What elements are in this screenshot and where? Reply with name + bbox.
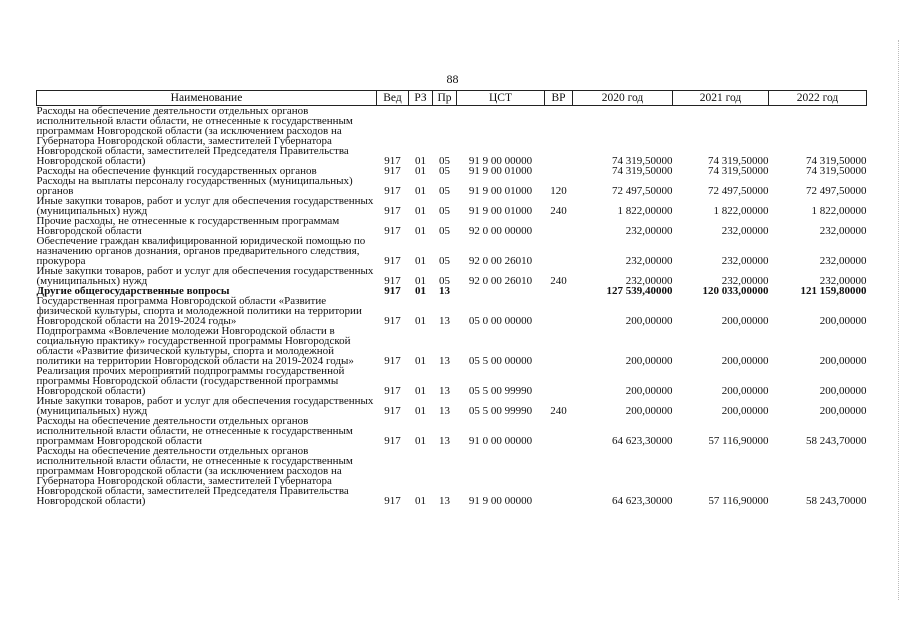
- row-pr: 13: [439, 385, 450, 397]
- row-rz: 01: [415, 435, 426, 447]
- row-vr: [545, 166, 573, 176]
- header-ved: Вед: [377, 91, 409, 106]
- row-ved: 917: [384, 185, 401, 197]
- row-value-2021: 57 116,90000: [708, 495, 769, 507]
- table-row: [37, 216, 867, 236]
- row-cst: [457, 286, 545, 296]
- row-pr: 05: [439, 165, 450, 177]
- row-value-2020: 74 319,50000: [612, 155, 673, 167]
- row-vr: 240: [550, 205, 567, 217]
- row-rz: 01: [415, 385, 426, 397]
- row-pr: 13: [439, 435, 450, 447]
- row-ved: 917: [384, 435, 401, 447]
- header-vr: ВР: [545, 91, 573, 106]
- row-name: Расходы на выплаты персоналу государственных (муниципальных) органов: [36, 175, 353, 197]
- row-pr: 05: [439, 225, 450, 237]
- row-vr: [545, 216, 573, 236]
- header-cst: ЦСТ: [457, 91, 545, 106]
- header-2021: 2021 год: [673, 91, 769, 106]
- row-value-2020: 232,00000: [625, 275, 673, 287]
- row-name: Прочие расходы, не отнесенные к государственным программам Новгородской области: [36, 215, 340, 237]
- row-value-2020: 64 623,30000: [612, 435, 673, 447]
- row-value-2021: 200,00000: [721, 315, 769, 327]
- row-ved: 917: [384, 495, 401, 507]
- row-pr: 05: [439, 255, 450, 267]
- row-ved: 917: [384, 275, 401, 287]
- row-vr: [545, 286, 573, 296]
- row-value-2020: 232,00000: [625, 225, 673, 237]
- table-row: [37, 366, 867, 396]
- row-rz: 01: [415, 285, 426, 297]
- row-rz: 01: [415, 225, 426, 237]
- row-cst: 05 5 00 99990: [468, 385, 533, 397]
- row-ved: 917: [384, 405, 401, 417]
- header-2020: 2020 год: [573, 91, 673, 106]
- row-pr: 05: [439, 275, 450, 287]
- table-row: [37, 106, 867, 167]
- row-cst: 91 9 00 00000: [468, 155, 533, 167]
- row-value-2021: 200,00000: [721, 385, 769, 397]
- row-value-2020: 64 623,30000: [612, 495, 673, 507]
- header-rz: РЗ: [409, 91, 433, 106]
- row-value-2021: 72 497,50000: [708, 185, 769, 197]
- row-rz: 01: [415, 405, 426, 417]
- row-vr: 120: [550, 185, 567, 197]
- row-value-2020: 200,00000: [625, 315, 673, 327]
- row-cst: 92 0 00 00000: [468, 225, 533, 237]
- row-value-2022: 72 497,50000: [806, 185, 867, 197]
- row-cst: 05 5 00 99990: [468, 405, 533, 417]
- table-header-row: [37, 91, 867, 106]
- row-value-2022: 200,00000: [819, 385, 867, 397]
- row-rz: 01: [415, 185, 426, 197]
- row-cst: 92 0 00 26010: [468, 275, 533, 287]
- row-cst: 91 0 00 00000: [468, 435, 533, 447]
- row-value-2022: 1 822,00000: [811, 205, 867, 217]
- row-name: Иные закупки товаров, работ и услуг для обеспечения государственных (муниципальных) нужд: [36, 395, 374, 417]
- row-value-2021: 200,00000: [721, 355, 769, 367]
- row-rz: 01: [415, 205, 426, 217]
- row-value-2022: 200,00000: [819, 315, 867, 327]
- row-cst: 05 0 00 00000: [468, 315, 533, 327]
- row-rz: 01: [415, 355, 426, 367]
- row-value-2022: 121 159,80000: [800, 285, 867, 297]
- row-rz: 01: [415, 495, 426, 507]
- row-ved: 917: [384, 385, 401, 397]
- page-number: 88: [446, 72, 459, 86]
- row-vr: [545, 446, 573, 506]
- row-pr: 05: [439, 185, 450, 197]
- table-row: [37, 396, 867, 416]
- row-name: Государственная программа Новгородской области «Развитие физической культуры, спорта и молодежной политики на территории Новгородской области на 2019-2024 годы»: [36, 295, 362, 327]
- row-value-2022: 232,00000: [819, 225, 867, 237]
- row-pr: 13: [439, 315, 450, 327]
- row-name: Расходы на обеспечение функций государственных органов: [36, 165, 317, 177]
- row-vr: [545, 296, 573, 326]
- row-pr: 13: [439, 495, 450, 507]
- row-name: Реализация прочих мероприятий подпрограммы государственной программы Новгородской области (государственной программы Новгородской области): [36, 365, 345, 397]
- row-ved: 917: [384, 315, 401, 327]
- row-pr: 13: [439, 355, 450, 367]
- row-value-2022: 232,00000: [819, 275, 867, 287]
- table-row: [37, 326, 867, 366]
- row-value-2021: 1 822,00000: [713, 205, 769, 217]
- row-vr: [545, 416, 573, 446]
- row-name: Подпрограмма «Вовлечение молодежи Новгородской области в социальную практику» государственной программы Новгородской области «Развитие физической культуры, спорта и молодежной политики на территории Новгородской области на 2019-2024 годы»: [36, 325, 354, 367]
- row-cst: 05 5 00 00000: [468, 355, 533, 367]
- row-value-2022: 200,00000: [819, 405, 867, 417]
- row-cst: 92 0 00 26010: [468, 255, 533, 267]
- table-row: [37, 266, 867, 286]
- row-cst: 91 9 00 01000: [468, 165, 533, 177]
- row-value-2020: 127 539,40000: [606, 285, 673, 297]
- row-ved: 917: [384, 355, 401, 367]
- table-row: [37, 416, 867, 446]
- row-vr: [545, 236, 573, 266]
- table-row: [37, 176, 867, 196]
- row-rz: 01: [415, 155, 426, 167]
- row-vr: 240: [550, 405, 567, 417]
- row-value-2020: 232,00000: [625, 255, 673, 267]
- row-pr: 13: [439, 405, 450, 417]
- row-name: Расходы на обеспечение деятельности отдельных органов исполнительной власти области, не отнесенные к государственным программам Новгородской области: [36, 415, 353, 447]
- row-value-2020: 72 497,50000: [612, 185, 673, 197]
- row-vr: 240: [550, 275, 567, 287]
- row-vr: [545, 326, 573, 366]
- row-value-2022: 200,00000: [819, 355, 867, 367]
- row-cst: 91 9 00 01000: [468, 205, 533, 217]
- row-value-2022: 74 319,50000: [806, 165, 867, 177]
- row-value-2020: 200,00000: [625, 385, 673, 397]
- table-body: [37, 106, 867, 507]
- row-name: Иные закупки товаров, работ и услуг для обеспечения государственных (муниципальных) нужд: [36, 195, 374, 217]
- table-row: [37, 196, 867, 216]
- row-value-2022: 232,00000: [819, 255, 867, 267]
- row-vr: [545, 366, 573, 396]
- row-name: Расходы на обеспечение деятельности отдельных органов исполнительной власти области, не отнесенные к государственным программам Новгородской области (за исключением расходов на Губернатора Новгородской области, заместителей Губернатора Новгородской области, заместителей Председателя Правительства Новгородской области): [36, 445, 353, 507]
- row-ved: 917: [384, 255, 401, 267]
- scan-edge-line: [897, 40, 899, 600]
- row-ved: 917: [384, 285, 401, 297]
- row-rz: 01: [415, 315, 426, 327]
- header-2022: 2022 год: [769, 91, 867, 106]
- row-name: Расходы на обеспечение деятельности отдельных органов исполнительной власти области, не отнесенные к государственным программам Новгородской области (за исключением расходов на Губернатора Новгородской области, заместителей Губернатора Новгородской области, заместителей Председателя Правительства Новгородской области): [36, 105, 353, 167]
- row-cst: 91 9 00 01000: [468, 185, 533, 197]
- row-vr: [545, 106, 573, 167]
- row-value-2022: 74 319,50000: [806, 155, 867, 167]
- row-ved: 917: [384, 165, 401, 177]
- row-value-2021: 120 033,00000: [702, 285, 769, 297]
- row-name: Обеспечение граждан квалифицированной юридической помощью по назначению органов дознания, органов предварительного следствия, прокурора: [36, 235, 366, 267]
- table-row: [37, 446, 867, 506]
- row-value-2022: 58 243,70000: [806, 495, 867, 507]
- row-value-2021: 232,00000: [721, 275, 769, 287]
- row-value-2020: 74 319,50000: [612, 165, 673, 177]
- row-value-2021: 200,00000: [721, 405, 769, 417]
- row-cst: 91 9 00 00000: [468, 495, 533, 507]
- budget-table: [36, 90, 867, 506]
- header-pr: Пр: [433, 91, 457, 106]
- row-rz: 01: [415, 275, 426, 287]
- row-value-2021: 74 319,50000: [708, 155, 769, 167]
- row-value-2021: 74 319,50000: [708, 165, 769, 177]
- row-value-2020: 1 822,00000: [617, 205, 673, 217]
- row-value-2021: 232,00000: [721, 255, 769, 267]
- row-rz: 01: [415, 255, 426, 267]
- table-row: [37, 296, 867, 326]
- row-value-2021: 232,00000: [721, 225, 769, 237]
- row-rz: 01: [415, 165, 426, 177]
- row-value-2020: 200,00000: [625, 405, 673, 417]
- row-pr: 13: [439, 285, 450, 297]
- row-pr: 05: [439, 205, 450, 217]
- row-value-2022: 58 243,70000: [806, 435, 867, 447]
- row-ved: 917: [384, 205, 401, 217]
- row-ved: 917: [384, 225, 401, 237]
- row-value-2021: 57 116,90000: [708, 435, 769, 447]
- row-name: Иные закупки товаров, работ и услуг для обеспечения государственных (муниципальных) нужд: [36, 265, 374, 287]
- row-pr: 05: [439, 155, 450, 167]
- table-row: [37, 236, 867, 266]
- row-value-2020: 200,00000: [625, 355, 673, 367]
- header-name: Наименование: [37, 91, 377, 106]
- row-name: Другие общегосударственные вопросы: [36, 285, 230, 297]
- row-ved: 917: [384, 155, 401, 167]
